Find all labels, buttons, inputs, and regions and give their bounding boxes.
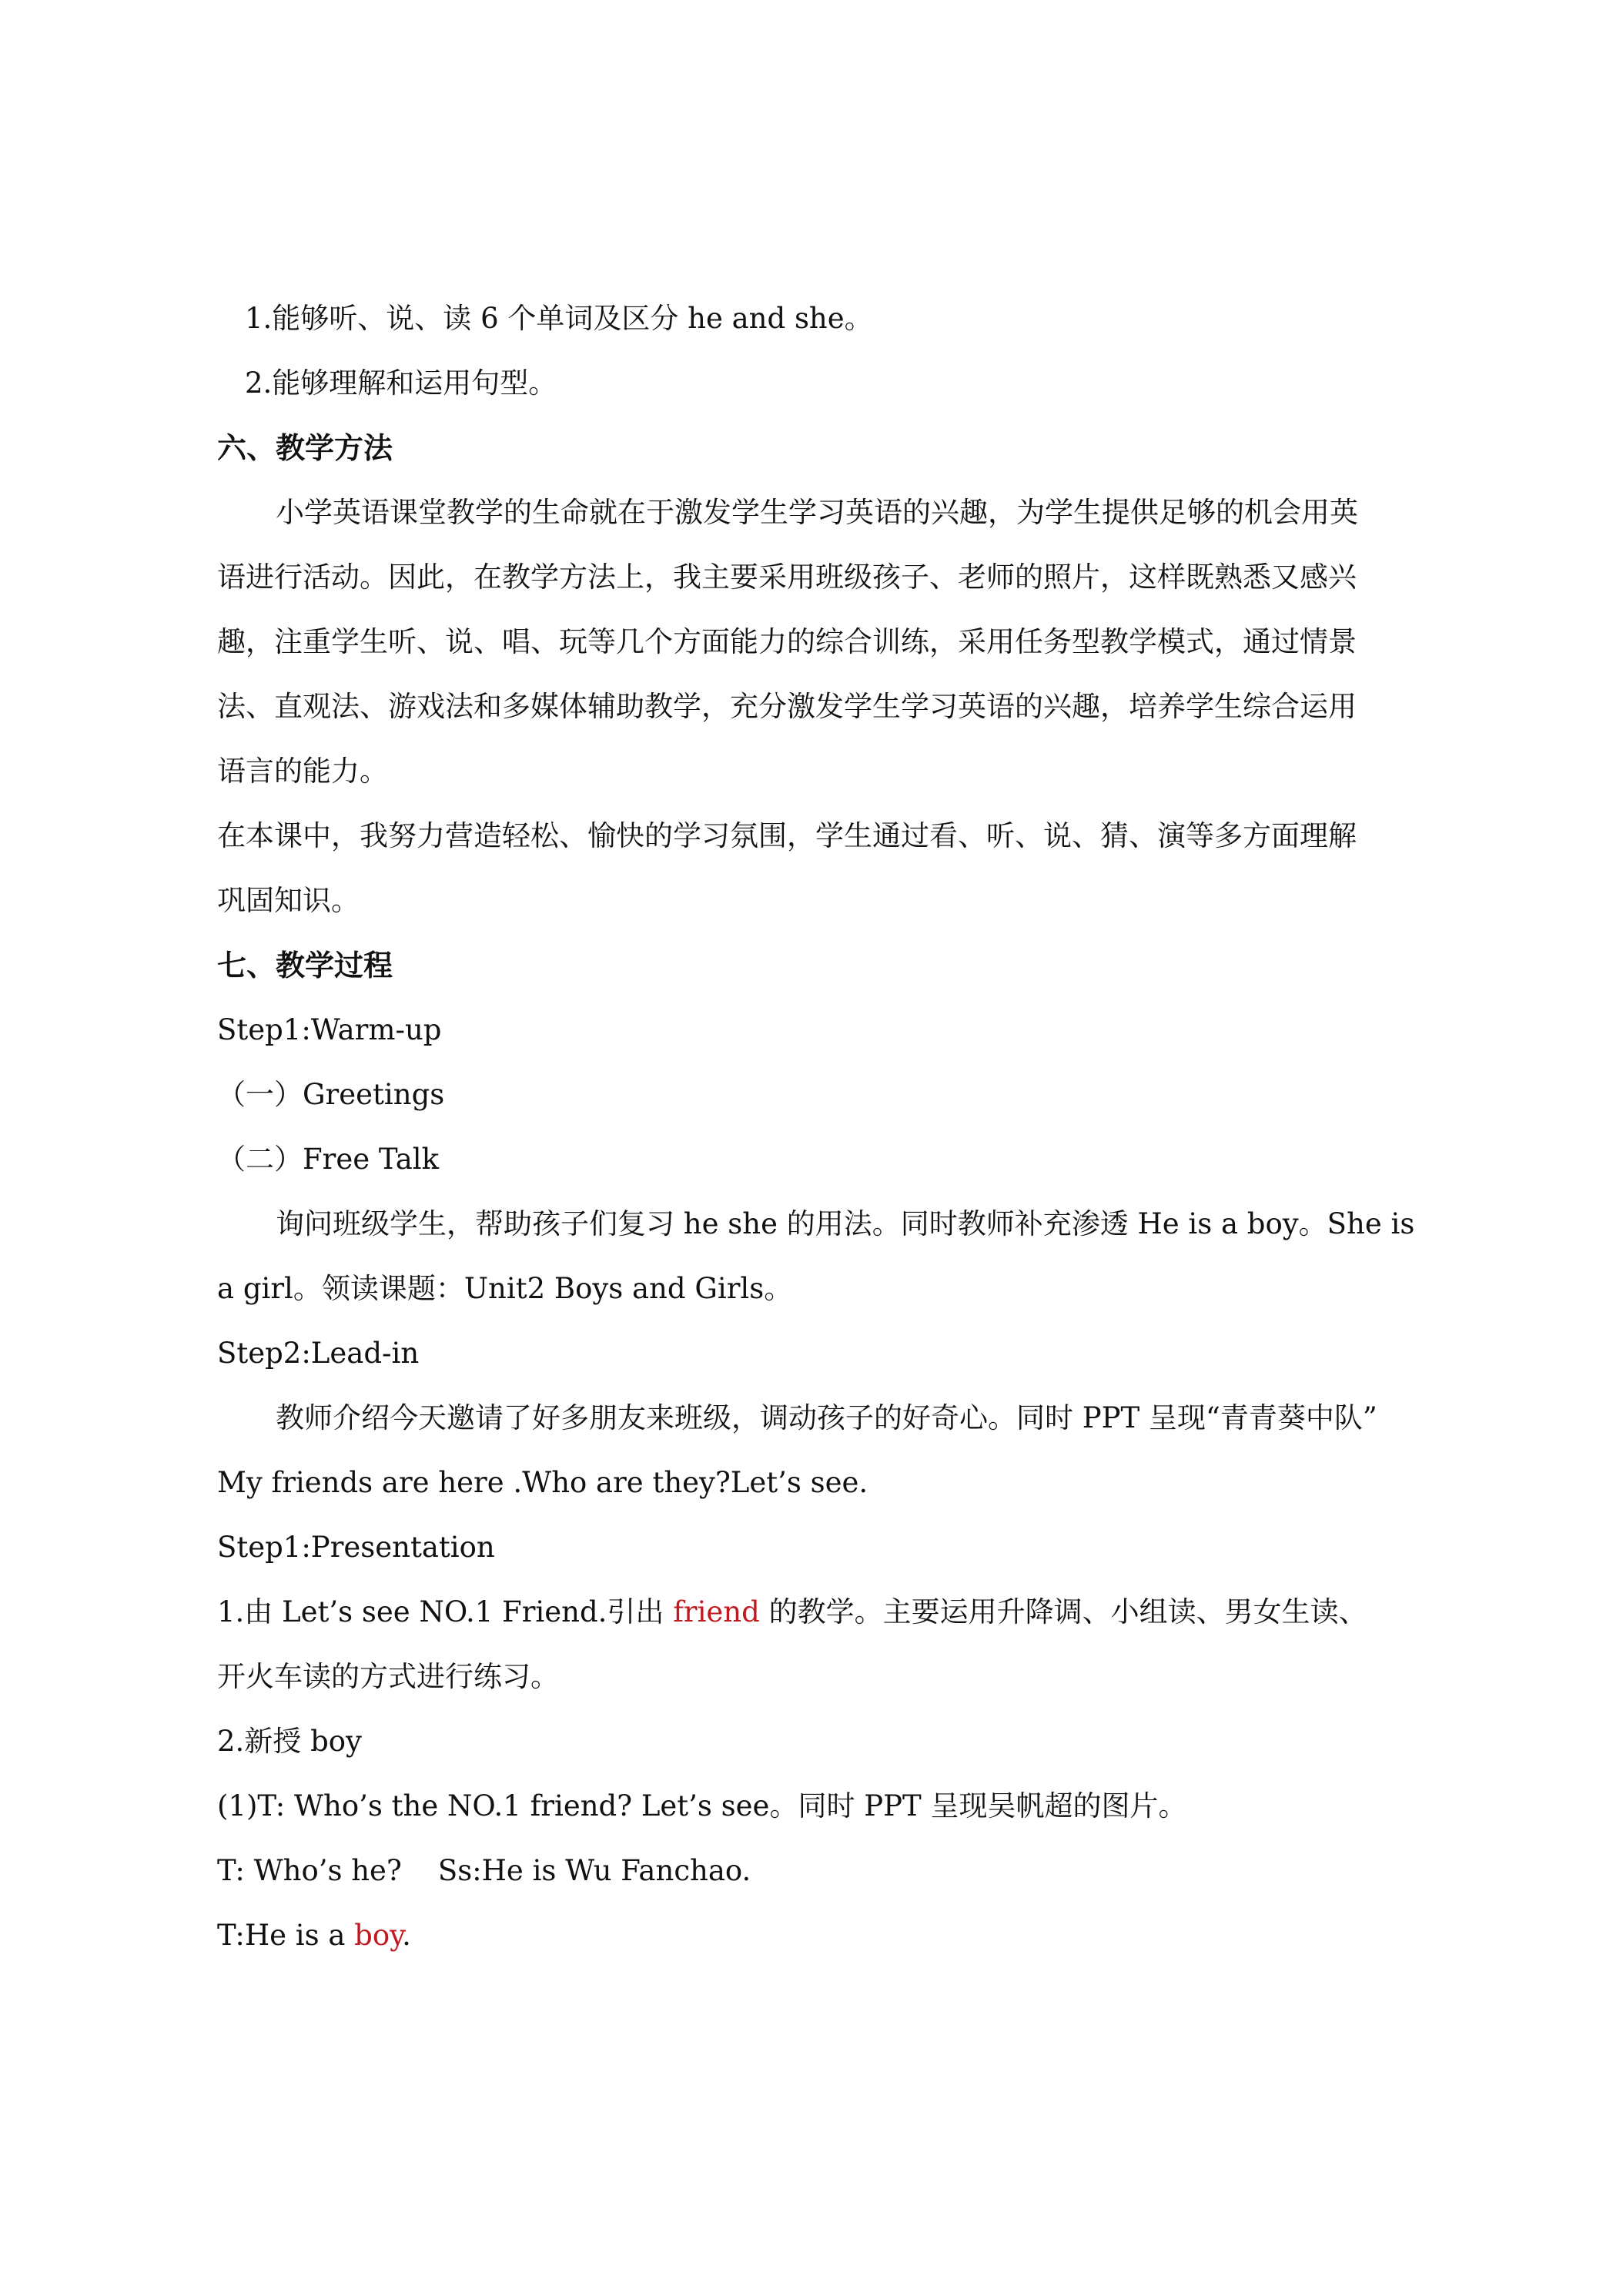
presentation-item-2-title: 2.新授 boy xyxy=(217,1725,362,1758)
highlighted-word-boy: boy xyxy=(354,1919,403,1952)
paragraph-line: My friends are here .Who are they?Let’s see. xyxy=(217,1466,868,1499)
highlighted-word-friend: friend xyxy=(673,1595,760,1628)
section-heading-teaching-methods: 六、教学方法 xyxy=(217,431,393,465)
paragraph-line: 趣，注重学生听、说、唱、玩等几个方面能力的综合训练，采用任务型教学模式，通过情景 xyxy=(217,625,1357,658)
answer-text: . xyxy=(402,1919,411,1952)
step-label: Step2:Lead-in xyxy=(217,1337,420,1370)
paragraph-line: 询问班级学生，帮助孩子们复习 he she 的用法。同时教师补充渗透 He is a boy。She is xyxy=(276,1207,1415,1240)
presentation-item-2-question: (1)T: Who’s the NO.1 friend? Let’s see。同时 PPT 呈现吴帆超的图片。 xyxy=(217,1789,1187,1822)
paragraph-line: a girl。领读课题：Unit2 Boys and Girls。 xyxy=(217,1272,793,1305)
paragraph-line: 在本课中，我努力营造轻松、愉快的学习氛围，学生通过看、听、说、猜、演等多方面理解 xyxy=(217,819,1357,852)
step-label: Step1:Presentation xyxy=(217,1531,495,1564)
section-heading-teaching-process: 七、教学过程 xyxy=(217,949,393,982)
paragraph-line: 语言的能力。 xyxy=(217,755,388,788)
item-text: 1.由 Let’s see NO.1 Friend.引出 xyxy=(217,1595,674,1628)
paragraph-line: 巩固知识。 xyxy=(217,884,360,917)
item-text: 的教学。主要运用升降调、小组读、男女生读、 xyxy=(759,1595,1367,1628)
sub-step-label: （一）Greetings xyxy=(217,1078,445,1111)
step-label: Step1:Warm-up xyxy=(217,1013,442,1046)
presentation-item-1 xyxy=(217,1595,1438,1630)
objective-1: 1.能够听、说、读 6 个单词及区分 he and she。 xyxy=(245,302,873,335)
paragraph-line: 法、直观法、游戏法和多媒体辅助教学，充分激发学生学习英语的兴趣，培养学生综合运用 xyxy=(217,690,1357,723)
paragraph-line: 教师介绍今天邀请了好多朋友来班级，调动孩子的好奇心。同时 PPT 呈现“青青葵中队” xyxy=(276,1401,1377,1434)
paragraph-line: 开火车读的方式进行练习。 xyxy=(217,1660,559,1693)
paragraph-line: 语进行活动。因此，在教学方法上，我主要采用班级孩子、老师的照片，这样既熟悉又感兴 xyxy=(217,561,1357,594)
paragraph-line: 小学英语课堂教学的生命就在于激发学生学习英语的兴趣，为学生提供足够的机会用英 xyxy=(276,496,1358,529)
dialog-answer xyxy=(217,1918,1438,1953)
objective-2: 2.能够理解和运用句型。 xyxy=(245,366,557,400)
answer-text: T:He is a xyxy=(217,1919,355,1952)
dialog-line: T: Who’s he? Ss:He is Wu Fanchao. xyxy=(217,1854,751,1887)
sub-step-label: （二）Free Talk xyxy=(217,1143,440,1176)
